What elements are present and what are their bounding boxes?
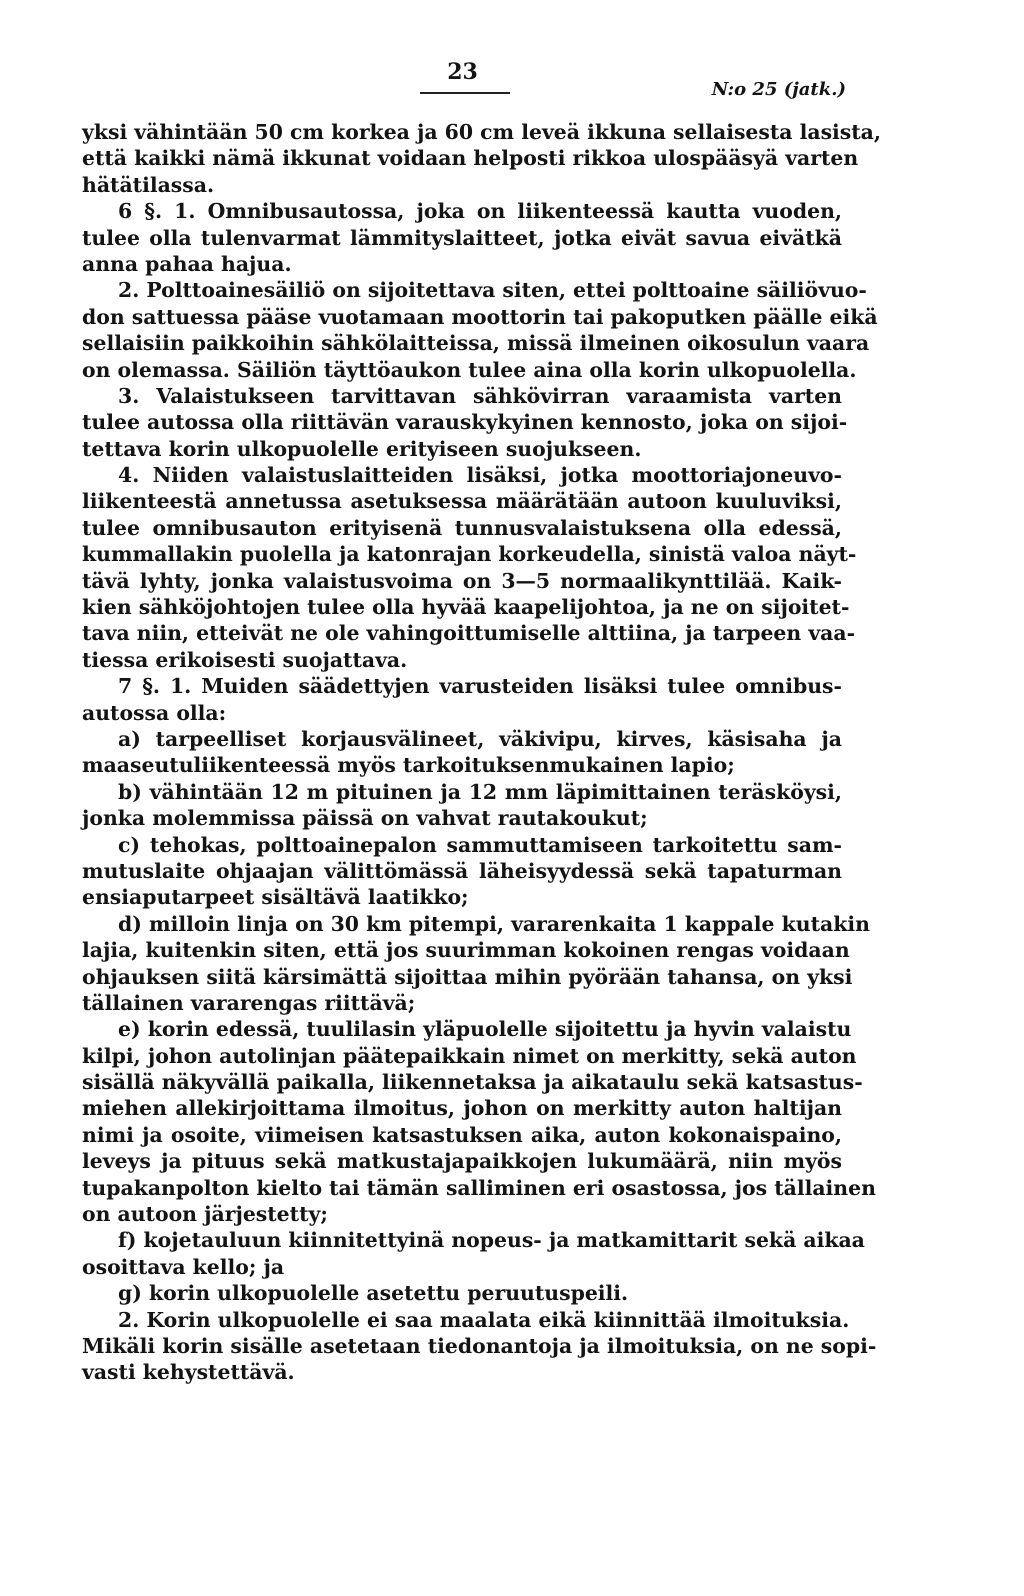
text-line: tiessa erikoisesti suojattava. <box>82 647 408 672</box>
text-line: vasti kehystettävä. <box>82 1360 295 1385</box>
text-line: 6 §. 1. Omnibusautossa, joka on liikenteessä kautta vuoden, <box>118 199 842 224</box>
text-line: 2. Polttoainesäiliö on sijoitettava siten, ettei polttoaine säiliövuo- <box>118 278 867 303</box>
text-line: leveys ja pituus sekä matkustajapaikkojen lukumäärä, niin myös <box>82 1149 842 1174</box>
text-line: sisällä näkyvällä paikalla, liikennetaksa ja aikataulu sekä katsastus- <box>82 1070 863 1095</box>
text-line: tällainen vararengas riittävä; <box>82 990 416 1015</box>
text-line: ohjauksen siitä kärsimättä sijoittaa mihin pyörään tahansa, on yksi <box>82 964 853 989</box>
text-line: on autoon järjestetty; <box>82 1202 328 1227</box>
text-line: mutuslaite ohjaajan välittömässä läheisyydessä sekä tapaturman <box>82 858 842 883</box>
text-line: miehen allekirjoittama ilmoitus, johon on merkitty auton haltijan <box>82 1096 842 1121</box>
document-reference: N:o 25 (jatk.) <box>711 79 846 100</box>
body-text <box>82 119 881 1386</box>
text-line: g) korin ulkopuolelle asetettu peruutuspeili. <box>118 1281 629 1306</box>
text-line: tulee autossa olla riittävän varauskykyinen kennosto, joka on sijoi- <box>82 410 848 435</box>
text-line: tettava korin ulkopuolelle erityiseen suojukseen. <box>82 436 642 461</box>
text-line: tava niin, etteivät ne ole vahingoittumiselle alttiina, ja tarpeen vaa- <box>82 621 856 646</box>
text-line: sellaisiin paikkoihin sähkölaitteissa, missä ilmeinen oikosulun vaara <box>82 331 870 356</box>
text-line: maaseutuliikenteessä myös tarkoituksenmukainen lapio; <box>82 753 735 778</box>
text-line: kilpi, johon autolinjan päätepaikkain nimet on merkitty, sekä auton <box>82 1043 857 1068</box>
text-line: ensiaputarpeet sisältävä laatikko; <box>82 885 469 910</box>
text-line: kummallakin puolella ja katonrajan korkeudella, sinistä valoa näyt- <box>82 542 857 567</box>
text-line: 2. Korin ulkopuolelle ei saa maalata eikä kiinnittää ilmoituksia. <box>118 1307 850 1332</box>
text-line: 4. Niiden valaistuslaitteiden lisäksi, jotka moottoriajoneuvo- <box>118 463 842 488</box>
text-line: anna pahaa hajua. <box>82 251 292 276</box>
text-line: hätätilassa. <box>82 172 215 197</box>
text-line: autossa olla: <box>82 700 227 725</box>
text-line: tävä lyhty, jonka valaistusvoima on 3—5 normaalikynttilää. Kaik- <box>82 568 842 593</box>
text-line: 3. Valaistukseen tarvittavan sähkövirran varaamista varten <box>118 383 842 408</box>
text-line: Mikäli korin sisälle asetetaan tiedonantoja ja ilmoituksia, on ne sopi- <box>82 1333 877 1358</box>
text-line: e) korin edessä, tuulilasin yläpuolelle sijoitettu ja hyvin valaistu <box>118 1017 852 1042</box>
page-number-rule <box>420 92 510 94</box>
text-line: don sattuessa pääse vuotamaan moottorin tai pakoputken päälle eikä <box>82 304 878 329</box>
text-line: nimi ja osoite, viimeisen katsastuksen aika, auton kokonaispaino, <box>82 1122 842 1147</box>
text-line: että kaikki nämä ikkunat voidaan helposti rikkoa ulospääsyä varten <box>82 146 859 171</box>
text-line: c) tehokas, polttoainepalon sammuttamiseen tarkoitettu sam- <box>118 832 842 857</box>
text-line: 7 §. 1. Muiden säädettyjen varusteiden lisäksi tulee omnibus- <box>118 674 842 699</box>
text-line: lajia, kuitenkin siten, että jos suurimman kokoinen rengas voidaan <box>82 938 850 963</box>
text-line: osoittava kello; ja <box>82 1254 285 1279</box>
text-line: yksi vähintään 50 cm korkea ja 60 cm leveä ikkuna sellaisesta lasista, <box>82 120 881 144</box>
text-line: a) tarpeelliset korjausvälineet, väkivipu, kirves, käsisaha ja <box>118 726 842 751</box>
text-line: kien sähköjohtojen tulee olla hyvää kaapelijohtoa, ja ne on sijoitet- <box>82 595 850 620</box>
text-line: b) vähintään 12 m pituinen ja 12 mm läpimittainen teräsköysi, <box>118 779 842 804</box>
text-line: tulee omnibusauton erityisenä tunnusvalaistuksena olla edessä, <box>82 515 842 540</box>
text-line: f) kojetauluun kiinnitettyinä nopeus- ja matkamittarit sekä aikaa <box>118 1228 865 1253</box>
text-line: on olemassa. Säiliön täyttöaukon tulee aina olla korin ulkopuolella. <box>82 357 857 382</box>
text-line: d) milloin linja on 30 km pitempi, vararenkaita 1 kappale kutakin <box>118 911 870 936</box>
text-line: tulee olla tulenvarmat lämmityslaitteet, jotka eivät savua eivätkä <box>82 225 842 250</box>
page-number: 23 <box>447 59 478 85</box>
text-line: liikenteestä annetussa asetuksessa määrätään autoon kuuluviksi, <box>82 489 842 514</box>
text-line: tupakanpolton kielto tai tämän salliminen eri osastossa, jos tällainen <box>82 1175 876 1200</box>
text-line: jonka molemmissa päissä on vahvat rautakoukut; <box>82 806 648 831</box>
